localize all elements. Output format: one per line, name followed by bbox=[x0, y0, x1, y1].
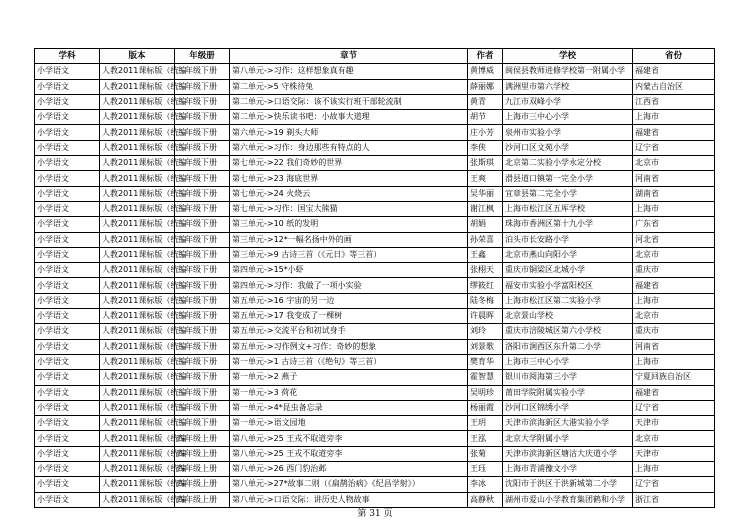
table-row bbox=[35, 354, 715, 369]
header-province: 省份 bbox=[633, 49, 715, 64]
table-row bbox=[35, 278, 715, 293]
cell-author: 樊育华 bbox=[468, 354, 503, 369]
cell-school: 福安市实验小学富阳校区 bbox=[503, 278, 633, 293]
table-row bbox=[35, 370, 715, 385]
cell-grade: 三年级下册 bbox=[175, 217, 230, 232]
cell-edition: 人教2011课标版（统编 bbox=[100, 125, 175, 140]
cell-subject: 小学语文 bbox=[35, 232, 100, 247]
table-row bbox=[35, 140, 715, 155]
cell-subject: 小学语文 bbox=[35, 339, 100, 354]
cell-grade: 三年级下册 bbox=[175, 278, 230, 293]
cell-grade: 三年级下册 bbox=[175, 247, 230, 262]
header-grade: 年级册 bbox=[175, 49, 230, 64]
cell-grade: 四年级上册 bbox=[175, 446, 230, 461]
cell-subject: 小学语文 bbox=[35, 64, 100, 79]
cell-chapter: 第六单元->习作：身边那些有特点的人 bbox=[230, 140, 468, 155]
cell-subject: 小学语文 bbox=[35, 431, 100, 446]
cell-province: 河南省 bbox=[633, 171, 715, 186]
cell-school: 北京第二实验小学永定分校 bbox=[503, 156, 633, 171]
cell-author: 黄青 bbox=[468, 94, 503, 109]
cell-school: 北京景山学校 bbox=[503, 309, 633, 324]
cell-chapter: 第五单元->习作例文+习作：奇妙的想象 bbox=[230, 339, 468, 354]
table-row bbox=[35, 247, 715, 262]
cell-author: 李冰 bbox=[468, 477, 503, 492]
table-row bbox=[35, 186, 715, 201]
cell-edition: 人教2011课标版（统编 bbox=[100, 64, 175, 79]
cell-edition: 人教2011课标版（统编 bbox=[100, 431, 175, 446]
cell-author: 胡节 bbox=[468, 110, 503, 125]
cell-school: 重庆市铜梁区北城小学 bbox=[503, 263, 633, 278]
cell-grade: 三年级下册 bbox=[175, 293, 230, 308]
cell-grade: 三年级下册 bbox=[175, 94, 230, 109]
cell-chapter: 第七单元->24 火烧云 bbox=[230, 186, 468, 201]
cell-school: 银川市阅海第三小学 bbox=[503, 370, 633, 385]
cell-chapter: 第四单元->15*小虾 bbox=[230, 263, 468, 278]
table-row bbox=[35, 232, 715, 247]
cell-school: 宜章县第二完全小学 bbox=[503, 186, 633, 201]
cell-author: 陆冬梅 bbox=[468, 293, 503, 308]
cell-school: 九江市双峰小学 bbox=[503, 94, 633, 109]
cell-grade: 四年级上册 bbox=[175, 477, 230, 492]
cell-author: 李侠 bbox=[468, 140, 503, 155]
cell-province: 福建省 bbox=[633, 278, 715, 293]
table-row bbox=[35, 462, 715, 477]
table-row bbox=[35, 110, 715, 125]
cell-grade: 三年级下册 bbox=[175, 110, 230, 125]
cell-author: 孙荣喜 bbox=[468, 232, 503, 247]
cell-edition: 人教2011课标版（统编 bbox=[100, 278, 175, 293]
cell-subject: 小学语文 bbox=[35, 125, 100, 140]
cell-edition: 人教2011课标版（统编 bbox=[100, 140, 175, 155]
cell-subject: 小学语文 bbox=[35, 79, 100, 94]
cell-province: 上海市 bbox=[633, 293, 715, 308]
cell-subject: 小学语文 bbox=[35, 171, 100, 186]
cell-subject: 小学语文 bbox=[35, 354, 100, 369]
cell-subject: 小学语文 bbox=[35, 278, 100, 293]
table-row bbox=[35, 293, 715, 308]
cell-author: 谢江枫 bbox=[468, 201, 503, 216]
cell-subject: 小学语文 bbox=[35, 110, 100, 125]
cell-subject: 小学语文 bbox=[35, 462, 100, 477]
cell-school: 洛阳市涧西区东升第二小学 bbox=[503, 339, 633, 354]
cell-chapter: 第三单元->10 纸的发明 bbox=[230, 217, 468, 232]
cell-author: 霍智慧 bbox=[468, 370, 503, 385]
header-edition: 版本 bbox=[100, 49, 175, 64]
cell-grade: 三年级下册 bbox=[175, 354, 230, 369]
table-row bbox=[35, 94, 715, 109]
cell-chapter: 第八单元->习作：这样想象真有趣 bbox=[230, 64, 468, 79]
cell-chapter: 第七单元->23 海底世界 bbox=[230, 171, 468, 186]
cell-chapter: 第八单元->27*故事二则（《扁鹊治病》《纪昌学射》） bbox=[230, 477, 468, 492]
table-row bbox=[35, 64, 715, 79]
cell-grade: 三年级下册 bbox=[175, 156, 230, 171]
cell-author: 王珏 bbox=[468, 462, 503, 477]
cell-grade: 三年级下册 bbox=[175, 171, 230, 186]
cell-grade: 三年级下册 bbox=[175, 232, 230, 247]
cell-edition: 人教2011课标版（统编 bbox=[100, 201, 175, 216]
cell-edition: 人教2011课标版（统编 bbox=[100, 156, 175, 171]
cell-school: 珠海市香洲区第十九小学 bbox=[503, 217, 633, 232]
cell-edition: 人教2011课标版（统编 bbox=[100, 79, 175, 94]
cell-province: 北京市 bbox=[633, 247, 715, 262]
table-row bbox=[35, 477, 715, 492]
cell-chapter: 第一单元->语文园地 bbox=[230, 416, 468, 431]
cell-chapter: 第一单元->2 燕子 bbox=[230, 370, 468, 385]
cell-edition: 人教2011课标版（统编 bbox=[100, 446, 175, 461]
table-row bbox=[35, 385, 715, 400]
table-row bbox=[35, 171, 715, 186]
table-row bbox=[35, 431, 715, 446]
table-row bbox=[35, 201, 715, 216]
cell-province: 福建省 bbox=[633, 64, 715, 79]
cell-edition: 人教2011课标版（统编 bbox=[100, 309, 175, 324]
table-row bbox=[35, 217, 715, 232]
table-row bbox=[35, 416, 715, 431]
cell-author: 黄博威 bbox=[468, 64, 503, 79]
data-table bbox=[34, 48, 715, 508]
cell-edition: 人教2011课标版（统编 bbox=[100, 110, 175, 125]
cell-school: 上海市三中心小学 bbox=[503, 110, 633, 125]
cell-subject: 小学语文 bbox=[35, 370, 100, 385]
cell-chapter: 第四单元->习作：我做了一项小实验 bbox=[230, 278, 468, 293]
cell-author: 吴明珍 bbox=[468, 385, 503, 400]
cell-author: 许晨晖 bbox=[468, 309, 503, 324]
cell-chapter: 第五单元->交流平台和初试身手 bbox=[230, 324, 468, 339]
cell-chapter: 第一单元->1 古诗三首（《绝句》等三首） bbox=[230, 354, 468, 369]
cell-province: 上海市 bbox=[633, 462, 715, 477]
cell-school: 上海市松江区第二实验小学 bbox=[503, 293, 633, 308]
cell-chapter: 第八单元->25 王戎不取道旁李 bbox=[230, 431, 468, 446]
cell-edition: 人教2011课标版（统编 bbox=[100, 171, 175, 186]
cell-subject: 小学语文 bbox=[35, 94, 100, 109]
cell-school: 沈阳市于洪区于洪新城第二小学 bbox=[503, 477, 633, 492]
cell-grade: 三年级下册 bbox=[175, 64, 230, 79]
cell-school: 滑县道口镇第一完全小学 bbox=[503, 171, 633, 186]
cell-subject: 小学语文 bbox=[35, 217, 100, 232]
cell-school: 湖州市爱山小学教育集团鹤和小学 bbox=[503, 492, 633, 507]
cell-chapter: 第五单元->16 宇宙的另一边 bbox=[230, 293, 468, 308]
cell-school: 上海市松江区五厍学校 bbox=[503, 201, 633, 216]
cell-author: 杨丽霞 bbox=[468, 400, 503, 415]
cell-subject: 小学语文 bbox=[35, 385, 100, 400]
cell-grade: 四年级上册 bbox=[175, 462, 230, 477]
cell-province: 河北省 bbox=[633, 232, 715, 247]
cell-chapter: 第七单元->习作：国宝大熊猫 bbox=[230, 201, 468, 216]
cell-province: 广东省 bbox=[633, 217, 715, 232]
cell-grade: 三年级下册 bbox=[175, 79, 230, 94]
cell-province: 福建省 bbox=[633, 125, 715, 140]
cell-school: 北京市燕山向阳小学 bbox=[503, 247, 633, 262]
cell-author: 庄小芳 bbox=[468, 125, 503, 140]
cell-province: 河南省 bbox=[633, 339, 715, 354]
cell-edition: 人教2011课标版（统编 bbox=[100, 477, 175, 492]
cell-edition: 人教2011课标版（统编 bbox=[100, 370, 175, 385]
cell-edition: 人教2011课标版（统编 bbox=[100, 339, 175, 354]
cell-grade: 三年级下册 bbox=[175, 385, 230, 400]
cell-subject: 小学语文 bbox=[35, 416, 100, 431]
cell-province: 上海市 bbox=[633, 201, 715, 216]
cell-grade: 三年级下册 bbox=[175, 416, 230, 431]
cell-subject: 小学语文 bbox=[35, 400, 100, 415]
cell-province: 辽宁省 bbox=[633, 477, 715, 492]
cell-author: 刘景歌 bbox=[468, 339, 503, 354]
cell-author: 胡娟 bbox=[468, 217, 503, 232]
cell-province: 北京市 bbox=[633, 156, 715, 171]
cell-chapter: 第三单元->12*一幅名扬中外的画 bbox=[230, 232, 468, 247]
cell-chapter: 第一单元->3 荷花 bbox=[230, 385, 468, 400]
cell-grade: 三年级下册 bbox=[175, 125, 230, 140]
cell-subject: 小学语文 bbox=[35, 293, 100, 308]
table-row bbox=[35, 446, 715, 461]
cell-school: 天津市滨海新区塘沽大庆道小学 bbox=[503, 446, 633, 461]
cell-grade: 三年级下册 bbox=[175, 201, 230, 216]
cell-edition: 人教2011课标版（统编 bbox=[100, 385, 175, 400]
cell-subject: 小学语文 bbox=[35, 309, 100, 324]
cell-author: 吴华丽 bbox=[468, 186, 503, 201]
cell-grade: 三年级下册 bbox=[175, 309, 230, 324]
cell-grade: 三年级下册 bbox=[175, 263, 230, 278]
cell-author: 高静秋 bbox=[468, 492, 503, 507]
cell-grade: 三年级下册 bbox=[175, 400, 230, 415]
cell-school: 重庆市涪陵城区第六小学校 bbox=[503, 324, 633, 339]
header-author: 作者 bbox=[468, 49, 503, 64]
cell-edition: 人教2011课标版（统编 bbox=[100, 354, 175, 369]
header-school: 学校 bbox=[503, 49, 633, 64]
cell-chapter: 第七单元->22 我们奇妙的世界 bbox=[230, 156, 468, 171]
cell-author: 王爽 bbox=[468, 171, 503, 186]
table-row bbox=[35, 309, 715, 324]
cell-chapter: 第八单元->25 王戎不取道旁李 bbox=[230, 446, 468, 461]
cell-chapter: 第一单元->4*昆虫备忘录 bbox=[230, 400, 468, 415]
cell-school: 上海市青浦豫文小学 bbox=[503, 462, 633, 477]
cell-province: 天津市 bbox=[633, 446, 715, 461]
cell-school: 闽侯县教师进修学校第一附属小学 bbox=[503, 64, 633, 79]
cell-school: 泉州市实验小学 bbox=[503, 125, 633, 140]
cell-subject: 小学语文 bbox=[35, 324, 100, 339]
cell-grade: 四年级上册 bbox=[175, 431, 230, 446]
cell-school: 莆田学院附属实验小学 bbox=[503, 385, 633, 400]
header-subject: 学科 bbox=[35, 49, 100, 64]
cell-grade: 三年级下册 bbox=[175, 324, 230, 339]
cell-edition: 人教2011课标版（统编 bbox=[100, 416, 175, 431]
cell-province: 宁夏回族自治区 bbox=[633, 370, 715, 385]
cell-school: 北京大学附属小学 bbox=[503, 431, 633, 446]
cell-grade: 三年级下册 bbox=[175, 339, 230, 354]
cell-author: 缪筱红 bbox=[468, 278, 503, 293]
cell-province: 上海市 bbox=[633, 110, 715, 125]
cell-school: 沙河口区锦绣小学 bbox=[503, 400, 633, 415]
table-row bbox=[35, 125, 715, 140]
cell-author: 刘玲 bbox=[468, 324, 503, 339]
table-row bbox=[35, 339, 715, 354]
cell-province: 福建省 bbox=[633, 385, 715, 400]
page-number: 第 31 页 bbox=[357, 509, 393, 519]
cell-province: 辽宁省 bbox=[633, 140, 715, 155]
cell-edition: 人教2011课标版（统编 bbox=[100, 217, 175, 232]
cell-chapter: 第八单元->26 西门豹治邺 bbox=[230, 462, 468, 477]
cell-edition: 人教2011课标版（统编 bbox=[100, 247, 175, 262]
table-body bbox=[35, 64, 715, 508]
cell-province: 北京市 bbox=[633, 309, 715, 324]
cell-edition: 人教2011课标版（统编 bbox=[100, 400, 175, 415]
header-chapter: 章节 bbox=[230, 49, 468, 64]
cell-author: 王鑫 bbox=[468, 247, 503, 262]
table-row bbox=[35, 324, 715, 339]
cell-chapter: 第三单元->9 古诗三首（《元日》等三首） bbox=[230, 247, 468, 262]
cell-chapter: 第二单元->5 守株待兔 bbox=[230, 79, 468, 94]
cell-province: 江西省 bbox=[633, 94, 715, 109]
cell-edition: 人教2011课标版（统编 bbox=[100, 232, 175, 247]
cell-author: 王玥 bbox=[468, 416, 503, 431]
cell-grade: 四年级上册 bbox=[175, 492, 230, 507]
cell-province: 上海市 bbox=[633, 354, 715, 369]
cell-subject: 小学语文 bbox=[35, 186, 100, 201]
cell-chapter: 第二单元->口语交际：该不该实行班干部轮流制 bbox=[230, 94, 468, 109]
cell-chapter: 第八单元->口语交际：讲历史人物故事 bbox=[230, 492, 468, 507]
cell-edition: 人教2011课标版（统编 bbox=[100, 492, 175, 507]
cell-school: 天津市滨海新区大港实验小学 bbox=[503, 416, 633, 431]
cell-subject: 小学语文 bbox=[35, 492, 100, 507]
cell-subject: 小学语文 bbox=[35, 477, 100, 492]
cell-edition: 人教2011课标版（统编 bbox=[100, 263, 175, 278]
cell-chapter: 第五单元->17 我变成了一棵树 bbox=[230, 309, 468, 324]
cell-subject: 小学语文 bbox=[35, 140, 100, 155]
cell-grade: 三年级下册 bbox=[175, 370, 230, 385]
table-row bbox=[35, 400, 715, 415]
cell-author: 王泓 bbox=[468, 431, 503, 446]
cell-grade: 三年级下册 bbox=[175, 186, 230, 201]
cell-subject: 小学语文 bbox=[35, 446, 100, 461]
cell-author: 张斯琪 bbox=[468, 156, 503, 171]
cell-subject: 小学语文 bbox=[35, 201, 100, 216]
cell-edition: 人教2011课标版（统编 bbox=[100, 324, 175, 339]
cell-province: 辽宁省 bbox=[633, 400, 715, 415]
table-row bbox=[35, 79, 715, 94]
cell-edition: 人教2011课标版（统编 bbox=[100, 186, 175, 201]
header-row bbox=[35, 49, 715, 64]
cell-school: 满洲里市第六学校 bbox=[503, 79, 633, 94]
cell-province: 浙江省 bbox=[633, 492, 715, 507]
cell-chapter: 第二单元->快乐读书吧：小故事大道理 bbox=[230, 110, 468, 125]
table-row bbox=[35, 263, 715, 278]
cell-school: 沙河口区文苑小学 bbox=[503, 140, 633, 155]
cell-subject: 小学语文 bbox=[35, 263, 100, 278]
cell-subject: 小学语文 bbox=[35, 156, 100, 171]
table-row bbox=[35, 156, 715, 171]
cell-province: 天津市 bbox=[633, 416, 715, 431]
cell-author: 张栩天 bbox=[468, 263, 503, 278]
cell-province: 湖南省 bbox=[633, 186, 715, 201]
cell-province: 重庆市 bbox=[633, 324, 715, 339]
cell-province: 北京市 bbox=[633, 431, 715, 446]
cell-edition: 人教2011课标版（统编 bbox=[100, 293, 175, 308]
cell-edition: 人教2011课标版（统编 bbox=[100, 462, 175, 477]
cell-province: 内蒙古自治区 bbox=[633, 79, 715, 94]
cell-author: 张菊 bbox=[468, 446, 503, 461]
cell-province: 重庆市 bbox=[633, 263, 715, 278]
cell-subject: 小学语文 bbox=[35, 247, 100, 262]
cell-edition: 人教2011课标版（统编 bbox=[100, 94, 175, 109]
cell-chapter: 第六单元->19 剃头大师 bbox=[230, 125, 468, 140]
cell-school: 上海市三中心小学 bbox=[503, 354, 633, 369]
cell-author: 薛丽娜 bbox=[468, 79, 503, 94]
cell-grade: 三年级下册 bbox=[175, 140, 230, 155]
cell-school: 泊头市长安路小学 bbox=[503, 232, 633, 247]
